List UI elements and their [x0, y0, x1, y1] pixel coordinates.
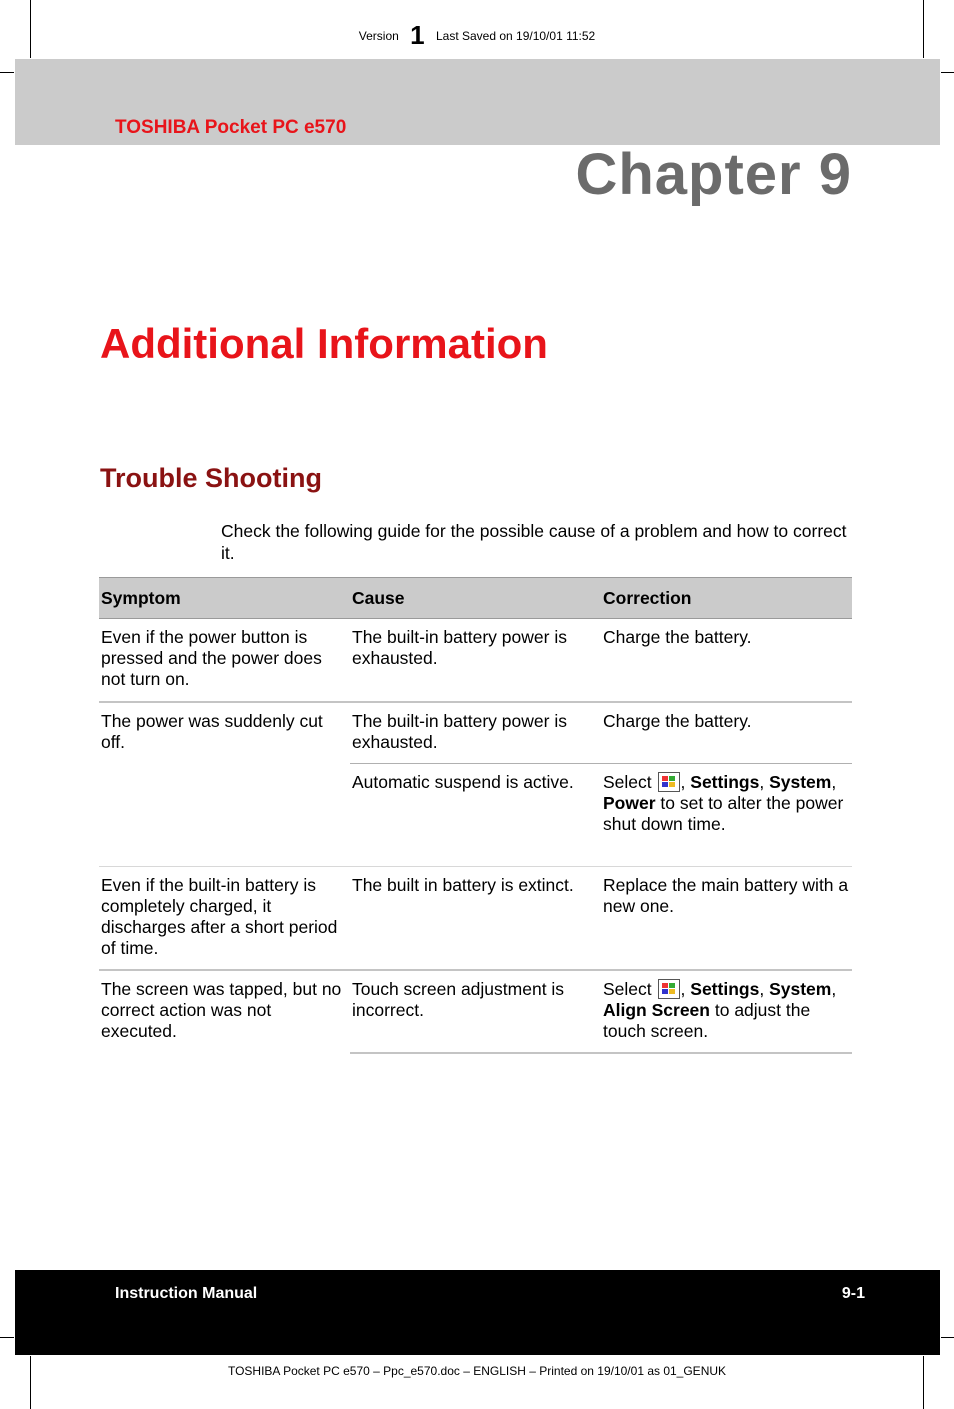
separator: , [831, 772, 837, 792]
separator: , [759, 772, 765, 792]
print-info: TOSHIBA Pocket PC e570 – Ppc_e570.doc – ENGLISH – Printed on 19/10/01 as 01_GENUK [227, 1364, 727, 1378]
crop-mark [0, 72, 14, 73]
cause-cell: The built-in battery power is exhausted. [350, 619, 601, 703]
version-label: Version [358, 29, 399, 43]
separator: , [759, 979, 765, 999]
symptom-cell: The power was suddenly cut off. [99, 702, 350, 867]
cause-cell: Automatic suspend is active. [350, 764, 601, 867]
cause-cell: The built-in battery power is exhausted. [350, 702, 601, 764]
correction-cell [601, 970, 852, 1053]
footer-band [15, 1270, 940, 1355]
last-saved: Last Saved on 19/10/01 11:52 [435, 29, 596, 43]
section-title: Additional Information [100, 320, 548, 367]
correction-tail: to adjust the touch screen. [603, 1000, 811, 1041]
separator: , [831, 979, 837, 999]
select-text: Select [603, 772, 652, 792]
troubleshooting-table [99, 577, 852, 1054]
power-term: Power [603, 793, 656, 813]
settings-term: Settings [690, 979, 760, 999]
crop-mark [941, 72, 954, 73]
table-row [99, 702, 852, 764]
header-symptom: Symptom [99, 578, 350, 619]
table-header-row [99, 578, 852, 619]
header-correction: Correction [601, 578, 852, 619]
system-term: System [769, 772, 832, 792]
table-row [99, 619, 852, 703]
footer-page-number: 9-1 [841, 1285, 865, 1302]
separator: , [680, 979, 686, 999]
separator: , [680, 772, 686, 792]
crop-mark [0, 1337, 14, 1338]
table-row [99, 970, 852, 1053]
cause-cell: Touch screen adjustment is incorrect. [350, 970, 601, 1053]
cause-cell: The built in battery is extinct. [350, 867, 601, 971]
chapter-title: Chapter 9 [575, 142, 852, 207]
correction-cell: Charge the battery. [601, 619, 852, 703]
crop-mark [941, 1337, 954, 1338]
windows-start-icon [658, 979, 680, 999]
correction-cell: Charge the battery. [601, 702, 852, 764]
product-title: TOSHIBA Pocket PC e570 [115, 117, 347, 138]
symptom-cell: The screen was tapped, but no correct action was not executed. [101, 979, 342, 1041]
table-row [99, 867, 852, 971]
settings-term: Settings [690, 772, 760, 792]
document-version-line [0, 20, 954, 51]
select-text: Select [603, 979, 652, 999]
system-term: System [769, 979, 832, 999]
windows-start-icon [658, 772, 680, 792]
symptom-cell: Even if the built-in battery is completely charged, it discharges after a short period of time. [99, 867, 350, 971]
subsection-title: Trouble Shooting [100, 463, 322, 493]
version-number: 1 [410, 20, 425, 50]
correction-tail: to set to alter the power shut down time. [603, 793, 844, 834]
intro-paragraph: Check the following guide for the possible cause of a problem and how to correct it. [221, 521, 847, 563]
symptom-cell: Even if the power button is pressed and the power does not turn on. [99, 619, 350, 703]
align-screen-term: Align Screen [603, 1000, 710, 1020]
correction-cell: Replace the main battery with a new one. [601, 867, 852, 971]
correction-cell [601, 764, 852, 867]
header-cause: Cause [350, 578, 601, 619]
footer-manual-title: Instruction Manual [115, 1285, 258, 1302]
